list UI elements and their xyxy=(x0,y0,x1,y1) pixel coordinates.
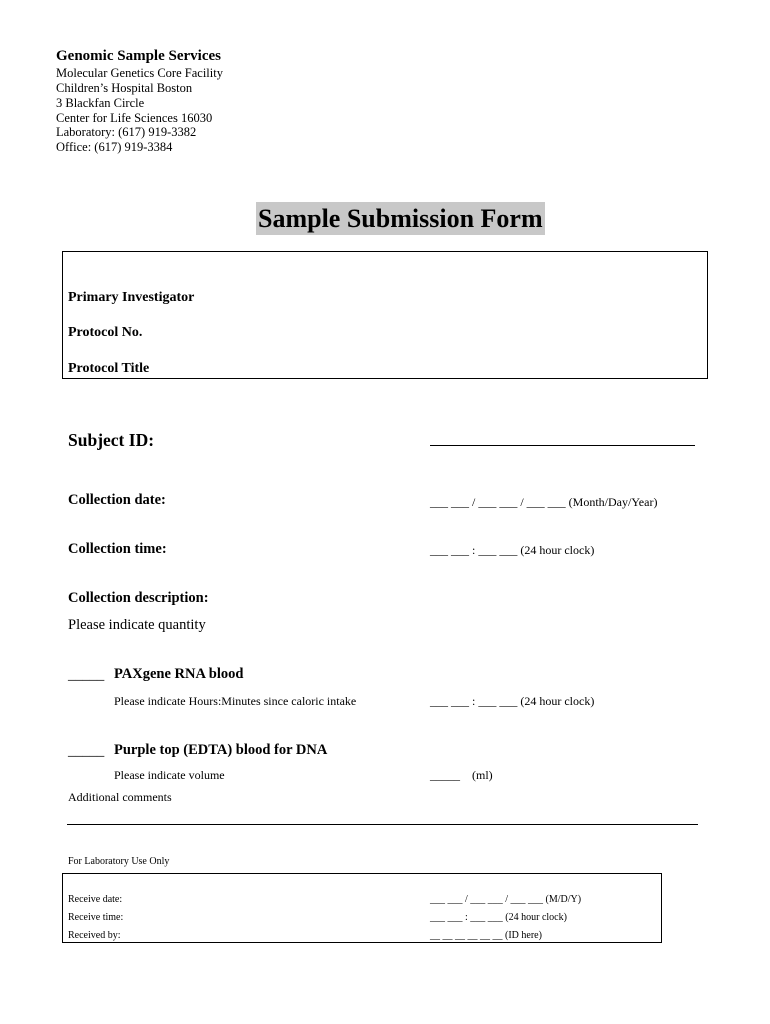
receive-time-label: Receive time: xyxy=(68,912,124,923)
edta-instruction: Please indicate volume xyxy=(114,768,225,782)
receive-date-field[interactable]: ___ ___ / ___ ___ / ___ ___ (M/D/Y) xyxy=(430,894,582,905)
comments-line[interactable] xyxy=(67,824,698,825)
protocol-no-label: Protocol No. xyxy=(68,325,143,340)
edta-quantity-field[interactable]: _____ xyxy=(68,743,105,759)
collection-date-field[interactable]: ___ ___ / ___ ___ / ___ ___ (Month/Day/Year) xyxy=(430,495,658,509)
primary-investigator-label: Primary Investigator xyxy=(68,290,195,305)
org-name: Genomic Sample Services xyxy=(56,48,221,64)
paxgene-quantity-field[interactable]: _____ xyxy=(68,667,105,683)
address-line-center: Center for Life Sciences 16030 xyxy=(56,111,213,125)
address-line-street: 3 Blackfan Circle xyxy=(56,96,145,110)
received-by-label: Received by: xyxy=(68,930,121,941)
paxgene-time-field[interactable]: ___ ___ : ___ ___ (24 hour clock) xyxy=(430,694,595,708)
page-title: Sample Submission Form xyxy=(258,204,543,233)
receive-date-label: Receive date: xyxy=(68,894,123,905)
collection-date-label: Collection date: xyxy=(68,492,166,508)
edta-label: Purple top (EDTA) blood for DNA xyxy=(114,742,328,758)
address-line-hospital: Children’s Hospital Boston xyxy=(56,81,193,95)
protocol-title-label: Protocol Title xyxy=(68,361,150,376)
subject-id-field[interactable] xyxy=(430,445,695,446)
lab-use-heading: For Laboratory Use Only xyxy=(68,856,170,867)
paxgene-label: PAXgene RNA blood xyxy=(114,666,244,682)
collection-description-label: Collection description: xyxy=(68,590,209,606)
address-line-facility: Molecular Genetics Core Facility xyxy=(56,66,223,80)
received-by-field[interactable]: __ __ __ __ __ __ (ID here) xyxy=(430,930,542,941)
paxgene-instruction: Please indicate Hours:Minutes since caloric intake xyxy=(114,694,357,708)
address-line-laboratory-phone: Laboratory: (617) 919-3382 xyxy=(56,125,197,139)
subject-id-label: Subject ID: xyxy=(68,430,155,450)
additional-comments-label: Additional comments xyxy=(68,790,172,804)
edta-volume-field[interactable]: _____ (ml) xyxy=(430,768,493,782)
receive-time-field[interactable]: ___ ___ : ___ ___ (24 hour clock) xyxy=(430,912,567,923)
address-line-office-phone: Office: (617) 919-3384 xyxy=(56,140,173,154)
collection-time-field[interactable]: ___ ___ : ___ ___ (24 hour clock) xyxy=(430,543,595,557)
collection-time-label: Collection time: xyxy=(68,541,167,557)
investigator-box xyxy=(62,251,708,379)
quantity-instruction: Please indicate quantity xyxy=(68,617,206,633)
lab-use-box xyxy=(62,873,662,943)
